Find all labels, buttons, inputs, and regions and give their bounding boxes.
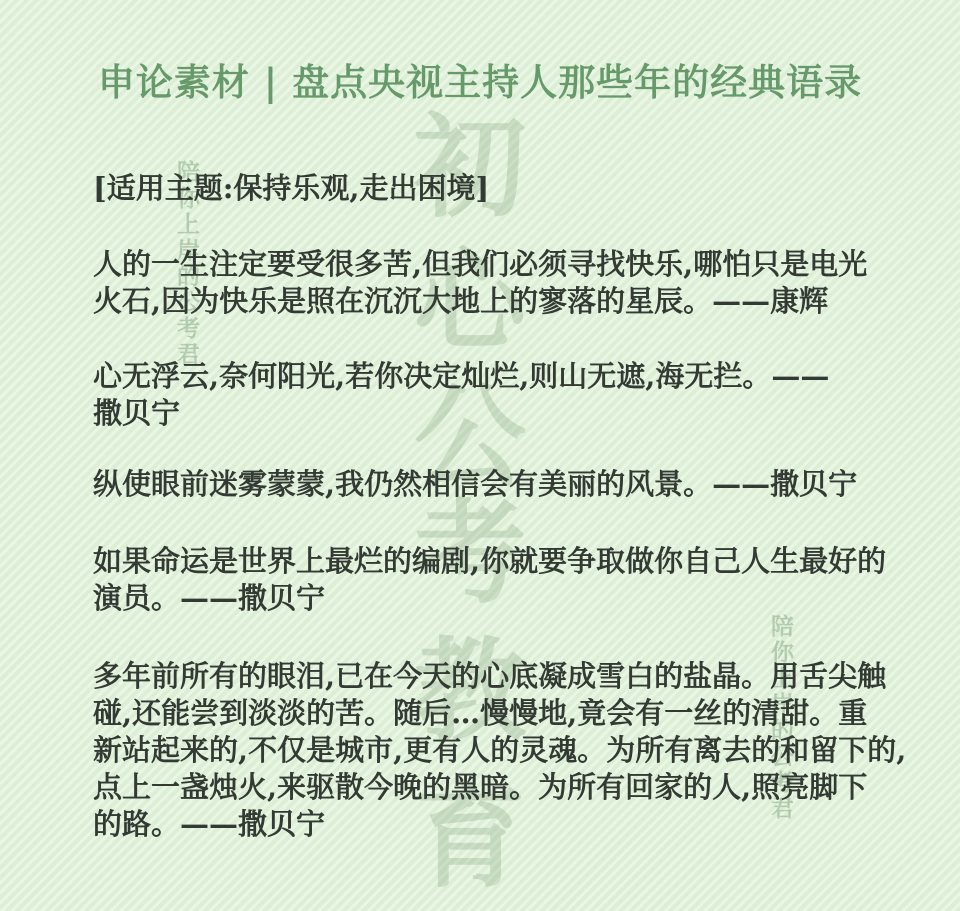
quote-line: 演员。——撒贝宁 bbox=[93, 581, 326, 615]
theme-tag: [适用主题:保持乐观,走出困境] bbox=[93, 171, 490, 205]
quote-paragraph-kanghui bbox=[93, 246, 893, 320]
quote-paragraph-sabeining-2 bbox=[93, 466, 893, 503]
quote-paragraph-sabeining-4 bbox=[93, 658, 907, 843]
watermark-side-right: 陪你上岸的公考君 bbox=[767, 614, 794, 822]
watermark-center-char: 教 bbox=[414, 626, 526, 757]
watermark-side-left: 陪你上岸的公考君 bbox=[173, 160, 200, 368]
quote-line: 新站起来的,不仅是城市,更有人的灵魂。为所有离去的和留下的, bbox=[93, 733, 907, 767]
watermark-center-char: 初 bbox=[414, 102, 526, 233]
watermark-center-char: 心 bbox=[414, 236, 526, 367]
quote-line: 火石,因为快乐是照在沉沉大地上的寥落的星辰。——康辉 bbox=[93, 284, 829, 318]
quote-line: 的路。——撒贝宁 bbox=[93, 807, 326, 841]
watermark-center-char: 育 bbox=[414, 772, 526, 903]
quote-line: 如果命运是世界上最烂的编剧,你就要争取做你自己人生最好的 bbox=[93, 544, 887, 578]
quote-line: 撒贝宁 bbox=[93, 396, 181, 430]
quote-line: 心无浮云,奈何阳光,若你决定灿烂,则山无遮,海无拦。—— bbox=[93, 359, 830, 393]
quote-line: 点上一盏烛火,来驱散今晚的黑暗。为所有回家的人,照亮脚下 bbox=[93, 770, 868, 804]
quote-line: 多年前所有的眼泪,已在今天的心底凝成雪白的盐晶。用舌尖触 bbox=[93, 659, 887, 693]
page-title: 申论素材 | 盘点央视主持人那些年的经典语录 bbox=[97, 60, 863, 104]
quote-paragraph-sabeining-1 bbox=[93, 358, 893, 432]
watermark-center-char: 公 bbox=[414, 372, 526, 503]
quote-line: 人的一生注定要受很多苦,但我们必须寻找快乐,哪怕只是电光 bbox=[93, 247, 868, 281]
quote-line: 纵使眼前迷雾蒙蒙,我仍然相信会有美丽的风景。——撒贝宁 bbox=[93, 467, 858, 501]
watermark-center-char: 考 bbox=[414, 488, 526, 619]
quote-line: 碰,还能尝到淡淡的苦。随后…慢慢地,竟会有一丝的清甜。重 bbox=[93, 696, 868, 730]
quote-paragraph-sabeining-3 bbox=[93, 543, 893, 617]
